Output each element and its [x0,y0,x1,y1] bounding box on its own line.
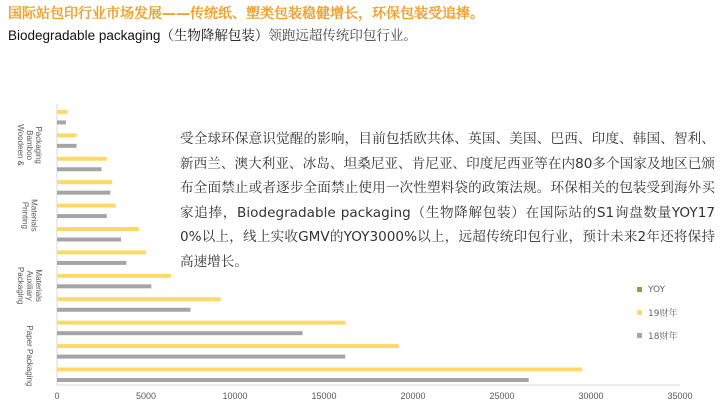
bar-fy18 [57,284,151,288]
bar-fy19 [57,344,399,348]
x-tick-label: 25000 [489,391,515,401]
category-label: Packaging [16,266,25,305]
bar-fy18 [57,191,110,195]
bar-fy19 [57,180,112,184]
category-label: Printing [20,201,30,229]
x-tick-label: 15000 [311,391,337,401]
bar-fy19 [57,204,116,208]
category-label: Auxiliary [25,270,34,301]
bar-fy18 [57,308,191,312]
bar-fy18 [57,167,102,171]
bar-fy19 [57,321,345,325]
legend-item-fy19 [637,301,717,324]
bar-fy19 [57,297,221,301]
subtitle-latin: Biodegradable packaging [8,28,161,43]
x-tick-label: 20000 [400,391,426,401]
legend-swatch-fy18 [637,333,642,338]
subtitle-tail: 领跑远超传统印包行业。 [268,28,417,44]
bar-fy19 [57,368,582,372]
subtitle-close-paren: ） [254,28,269,44]
legend-swatch-yoy [637,287,642,292]
chart-legend [637,278,717,347]
x-tick-label: 30000 [578,391,604,401]
bar-fy18 [57,331,303,335]
bar-fy18 [57,120,66,124]
description-paragraph: 受全球环保意识觉醒的影响，目前包括欧共体、英国、美国、巴西、印度、韩国、智利、新西兰、澳大利亚、冰岛、坦桑尼亚、肯尼亚、印度尼西亚等在内80多个国家及地区已颁布全面禁止或者逐步全面禁止使用一次性塑料袋的政策法规。环保相关的包装受到海外买家追捧，Biodegradable packaging（生物降解包装）在国际站的S1询盘数量YOY170%以上，线上实收GMV的YOY3000%以上，远超传统印包行业，预计未来2年还将保持高速增长。 [180,131,715,270]
bar-fy18 [57,378,529,382]
bar-fy19 [57,274,171,278]
legend-label-fy19: 19财年 [648,309,678,319]
bar-fy19 [57,227,139,231]
x-tick-label: 35000 [667,391,693,401]
bar-fy18 [57,214,107,218]
x-tick-label: 5000 [135,391,157,401]
bar-fy19 [57,250,146,254]
category-label: Bamboo [25,130,34,161]
bar-fy18 [57,355,345,359]
legend-item-fy18 [637,324,717,347]
category-label: Paper Packaging [25,325,34,387]
x-tick-label: 0 [54,391,60,401]
legend-label-yoy: YOY [648,284,666,295]
bar-fy19 [57,133,77,137]
bar-fy19 [57,110,68,114]
bar-fy18 [57,144,77,148]
bar-fy18 [57,261,126,265]
page-title: 国际站包印行业市场发展——传统纸、塑类包装稳健增长，环保包装受追捧。 [8,6,484,22]
bar-fy18 [57,238,121,242]
x-tick-label: 10000 [222,391,248,401]
category-label: Packaging [34,126,43,164]
subtitle-chinese: 生物降解包装 [173,28,255,44]
legend-label-fy18: 18财年 [648,332,678,342]
category-label: Woodeen & [16,124,25,166]
category-label: Materials [34,269,43,302]
category-label: Materials [29,199,39,232]
subtitle-open-paren: （ [160,28,174,44]
legend-swatch-fy19 [637,310,642,315]
legend-item-yoy [637,278,717,301]
bar-fy19 [57,157,107,161]
